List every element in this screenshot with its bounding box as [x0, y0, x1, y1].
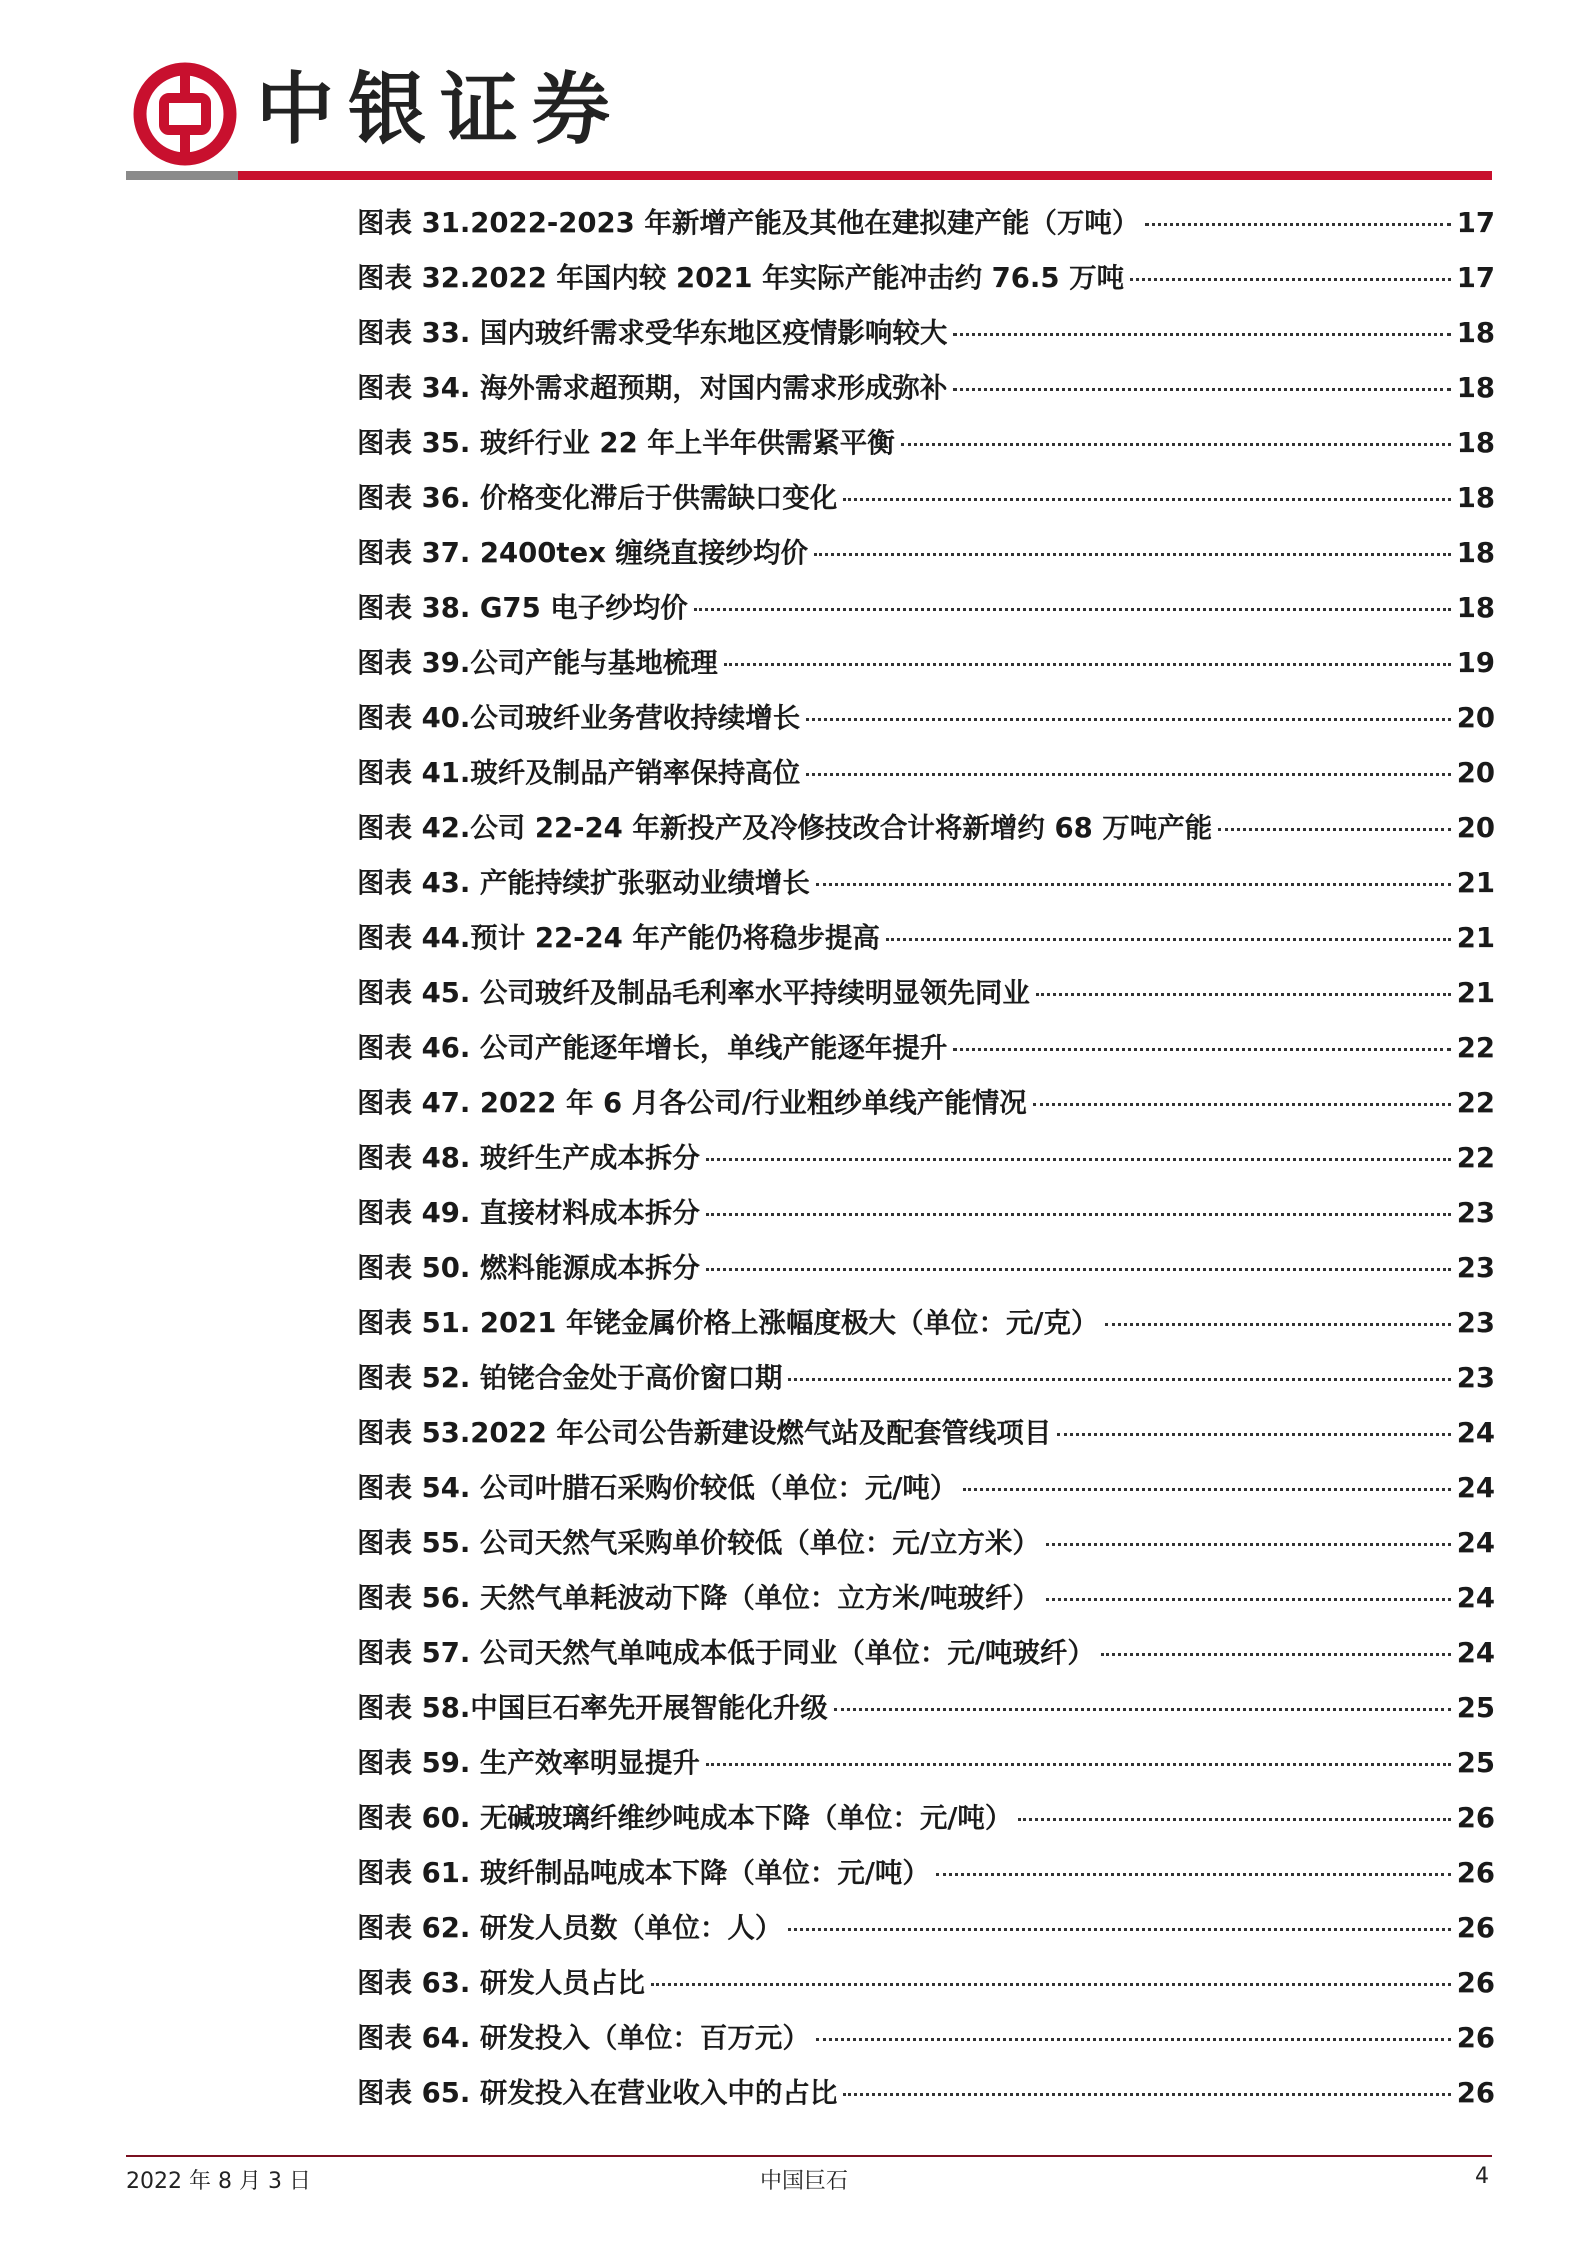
- toc-entry[interactable]: [357, 420, 1495, 475]
- toc-entry[interactable]: [357, 1905, 1495, 1960]
- toc-entry-title: 图表 64. 研发投入（单位：百万元）: [357, 2022, 810, 2054]
- toc-entry-page: 18: [1456, 592, 1495, 624]
- toc-leader-dots: [1130, 278, 1451, 281]
- toc-entry-title: 图表 57. 公司天然气单吨成本低于同业（单位：元/吨玻纤）: [357, 1637, 1095, 1669]
- toc-leader-dots: [706, 1158, 1451, 1161]
- toc-entry[interactable]: [357, 1850, 1495, 1905]
- toc-leader-dots: [1046, 1598, 1451, 1601]
- toc-leader-dots: [1218, 828, 1450, 831]
- toc-entry-title: 图表 41.玻纤及制品产销率保持高位: [357, 757, 801, 789]
- toc-entry[interactable]: [357, 1685, 1495, 1740]
- toc-entry-title: 图表 39.公司产能与基地梳理: [357, 647, 718, 679]
- toc-leader-dots: [694, 608, 1451, 611]
- toc-entry-page: 18: [1456, 537, 1495, 569]
- toc-leader-dots: [886, 938, 1451, 941]
- toc-entry-page: 22: [1456, 1032, 1495, 1064]
- toc-entry-title: 图表 47. 2022 年 6 月各公司/行业粗纱单线产能情况: [357, 1087, 1027, 1119]
- toc-entry[interactable]: [357, 860, 1495, 915]
- toc-entry-page: 26: [1456, 2022, 1495, 2054]
- toc-entry-page: 23: [1456, 1362, 1495, 1394]
- toc-leader-dots: [816, 883, 1451, 886]
- toc-leader-dots: [843, 498, 1450, 501]
- toc-leader-dots: [814, 553, 1451, 556]
- toc-entry[interactable]: [357, 585, 1495, 640]
- toc-entry-page: 17: [1456, 207, 1495, 239]
- toc-leader-dots: [788, 1928, 1450, 1931]
- toc-entry-page: 22: [1456, 1087, 1495, 1119]
- toc-entry-page: 23: [1456, 1197, 1495, 1229]
- toc-entry-title: 图表 46. 公司产能逐年增长，单线产能逐年提升: [357, 1032, 948, 1064]
- toc-entry-page: 18: [1456, 427, 1495, 459]
- toc-entry-title: 图表 48. 玻纤生产成本拆分: [357, 1142, 700, 1174]
- toc-entry[interactable]: [357, 1355, 1495, 1410]
- page-header: [0, 0, 1587, 190]
- header-rule-grey: [126, 171, 238, 180]
- toc-entry[interactable]: [357, 1135, 1495, 1190]
- toc-entry-page: 21: [1456, 922, 1495, 954]
- toc-leader-dots: [788, 1378, 1450, 1381]
- toc-entry[interactable]: [357, 1245, 1495, 1300]
- toc-leader-dots: [963, 1488, 1450, 1491]
- toc-entry-title: 图表 42.公司 22-24 年新投产及冷修技改合计将新增约 68 万吨产能: [357, 812, 1213, 844]
- toc-leader-dots: [843, 2093, 1450, 2096]
- toc-entry-title: 图表 51. 2021 年铑金属价格上涨幅度极大（单位：元/克）: [357, 1307, 1099, 1339]
- toc-entry-title: 图表 54. 公司叶腊石采购价较低（单位：元/吨）: [357, 1472, 958, 1504]
- toc-entry[interactable]: [357, 1025, 1495, 1080]
- toc-entry-title: 图表 65. 研发投入在营业收入中的占比: [357, 2077, 838, 2109]
- table-of-figures: [357, 200, 1495, 2125]
- toc-entry-page: 26: [1456, 1857, 1495, 1889]
- toc-leader-dots: [1105, 1323, 1451, 1326]
- toc-entry[interactable]: [357, 1190, 1495, 1245]
- toc-entry-page: 23: [1456, 1307, 1495, 1339]
- toc-entry-title: 图表 45. 公司玻纤及制品毛利率水平持续明显领先同业: [357, 977, 1030, 1009]
- toc-entry[interactable]: [357, 640, 1495, 695]
- toc-entry[interactable]: [357, 805, 1495, 860]
- toc-leader-dots: [706, 1268, 1451, 1271]
- toc-leader-dots: [936, 1873, 1451, 1876]
- toc-entry-title: 图表 31.2022-2023 年新增产能及其他在建拟建产能（万吨）: [357, 207, 1140, 239]
- toc-entry-page: 26: [1456, 2077, 1495, 2109]
- toc-entry-page: 24: [1456, 1417, 1495, 1449]
- toc-entry-page: 17: [1456, 262, 1495, 294]
- toc-entry-page: 24: [1456, 1527, 1495, 1559]
- toc-entry[interactable]: [357, 970, 1495, 1025]
- toc-entry-title: 图表 35. 玻纤行业 22 年上半年供需紧平衡: [357, 427, 895, 459]
- toc-entry[interactable]: [357, 1630, 1495, 1685]
- toc-entry[interactable]: [357, 1575, 1495, 1630]
- toc-entry-title: 图表 37. 2400tex 缠绕直接纱均价: [357, 537, 809, 569]
- toc-entry[interactable]: [357, 1795, 1495, 1850]
- footer-date: 2022 年 8 月 3 日: [126, 2169, 311, 2194]
- footer-company: 中国巨石: [760, 2169, 849, 2194]
- toc-entry-page: 21: [1456, 867, 1495, 899]
- toc-entry[interactable]: [357, 255, 1495, 310]
- toc-leader-dots: [1057, 1433, 1450, 1436]
- toc-entry-title: 图表 60. 无碱玻璃纤维纱吨成本下降（单位：元/吨）: [357, 1802, 1013, 1834]
- toc-entry-page: 24: [1456, 1472, 1495, 1504]
- toc-leader-dots: [953, 1048, 1450, 1051]
- toc-leader-dots: [806, 718, 1450, 721]
- toc-entry-title: 图表 53.2022 年公司公告新建设燃气站及配套管线项目: [357, 1417, 1052, 1449]
- toc-leader-dots: [1036, 993, 1451, 996]
- toc-entry-title: 图表 58.中国巨石率先开展智能化升级: [357, 1692, 828, 1724]
- toc-leader-dots: [706, 1213, 1451, 1216]
- toc-entry[interactable]: [357, 915, 1495, 970]
- toc-entry-page: 24: [1456, 1637, 1495, 1669]
- toc-leader-dots: [953, 388, 1450, 391]
- toc-entry[interactable]: [357, 1740, 1495, 1795]
- toc-leader-dots: [1145, 223, 1450, 226]
- toc-entry-title: 图表 38. G75 电子纱均价: [357, 592, 688, 624]
- toc-entry-page: 21: [1456, 977, 1495, 1009]
- toc-entry-page: 19: [1456, 647, 1495, 679]
- toc-entry-page: 18: [1456, 482, 1495, 514]
- toc-entry-title: 图表 36. 价格变化滞后于供需缺口变化: [357, 482, 838, 514]
- toc-entry[interactable]: [357, 1960, 1495, 2015]
- toc-entry-title: 图表 32.2022 年国内较 2021 年实际产能冲击约 76.5 万吨: [357, 262, 1125, 294]
- toc-entry[interactable]: [357, 2070, 1495, 2125]
- header-rule-red: [238, 171, 1492, 180]
- toc-entry-title: 图表 63. 研发人员占比: [357, 1967, 645, 1999]
- toc-entry[interactable]: [357, 1080, 1495, 1135]
- toc-entry-title: 图表 34. 海外需求超预期，对国内需求形成弥补: [357, 372, 948, 404]
- toc-leader-dots: [651, 1983, 1451, 1986]
- brand-name: 中银证券: [256, 64, 625, 155]
- toc-entry[interactable]: [357, 365, 1495, 420]
- toc-entry-page: 26: [1456, 1802, 1495, 1834]
- toc-entry-title: 图表 43. 产能持续扩张驱动业绩增长: [357, 867, 810, 899]
- toc-leader-dots: [706, 1763, 1451, 1766]
- toc-entry[interactable]: [357, 1410, 1495, 1465]
- toc-entry-page: 20: [1456, 702, 1495, 734]
- page-number: 4: [1475, 2164, 1489, 2189]
- toc-entry-title: 图表 61. 玻纤制品吨成本下降（单位：元/吨）: [357, 1857, 930, 1889]
- toc-entry-page: 24: [1456, 1582, 1495, 1614]
- toc-entry-page: 20: [1456, 757, 1495, 789]
- toc-entry-page: 18: [1456, 372, 1495, 404]
- toc-entry-title: 图表 62. 研发人员数（单位：人）: [357, 1912, 783, 1944]
- toc-entry[interactable]: [357, 475, 1495, 530]
- toc-entry[interactable]: [357, 695, 1495, 750]
- toc-leader-dots: [1046, 1543, 1451, 1546]
- toc-leader-dots: [806, 773, 1450, 776]
- toc-entry-page: 18: [1456, 317, 1495, 349]
- toc-leader-dots: [724, 663, 1451, 666]
- footer-rule: [126, 2155, 1492, 2157]
- toc-leader-dots: [1018, 1818, 1450, 1821]
- toc-leader-dots: [901, 443, 1451, 446]
- toc-entry-title: 图表 44.预计 22-24 年产能仍将稳步提高: [357, 922, 880, 954]
- toc-leader-dots: [816, 2038, 1451, 2041]
- toc-entry-page: 26: [1456, 1912, 1495, 1944]
- toc-entry[interactable]: [357, 1520, 1495, 1575]
- toc-leader-dots: [953, 333, 1450, 336]
- toc-entry-page: 25: [1456, 1692, 1495, 1724]
- toc-entry[interactable]: [357, 200, 1495, 255]
- toc-entry-page: 20: [1456, 812, 1495, 844]
- toc-entry[interactable]: [357, 530, 1495, 585]
- toc-leader-dots: [1101, 1653, 1451, 1656]
- toc-entry[interactable]: [357, 310, 1495, 365]
- toc-entry-title: 图表 56. 天然气单耗波动下降（单位：立方米/吨玻纤）: [357, 1582, 1040, 1614]
- toc-entry[interactable]: [357, 1300, 1495, 1355]
- toc-entry-page: 22: [1456, 1142, 1495, 1174]
- toc-entry-title: 图表 50. 燃料能源成本拆分: [357, 1252, 700, 1284]
- toc-entry[interactable]: [357, 750, 1495, 805]
- toc-entry-title: 图表 49. 直接材料成本拆分: [357, 1197, 700, 1229]
- toc-entry-title: 图表 55. 公司天然气采购单价较低（单位：元/立方米）: [357, 1527, 1040, 1559]
- toc-entry-title: 图表 40.公司玻纤业务营收持续增长: [357, 702, 801, 734]
- toc-entry[interactable]: [357, 2015, 1495, 2070]
- toc-entry-page: 23: [1456, 1252, 1495, 1284]
- toc-leader-dots: [1033, 1103, 1451, 1106]
- toc-entry[interactable]: [357, 1465, 1495, 1520]
- toc-entry-title: 图表 59. 生产效率明显提升: [357, 1747, 700, 1779]
- bank-of-china-logo-icon: [133, 62, 237, 166]
- toc-entry-page: 26: [1456, 1967, 1495, 1999]
- toc-entry-page: 25: [1456, 1747, 1495, 1779]
- toc-entry-title: 图表 33. 国内玻纤需求受华东地区疫情影响较大: [357, 317, 948, 349]
- toc-leader-dots: [834, 1708, 1451, 1711]
- toc-entry-title: 图表 52. 铂铑合金处于高价窗口期: [357, 1362, 783, 1394]
